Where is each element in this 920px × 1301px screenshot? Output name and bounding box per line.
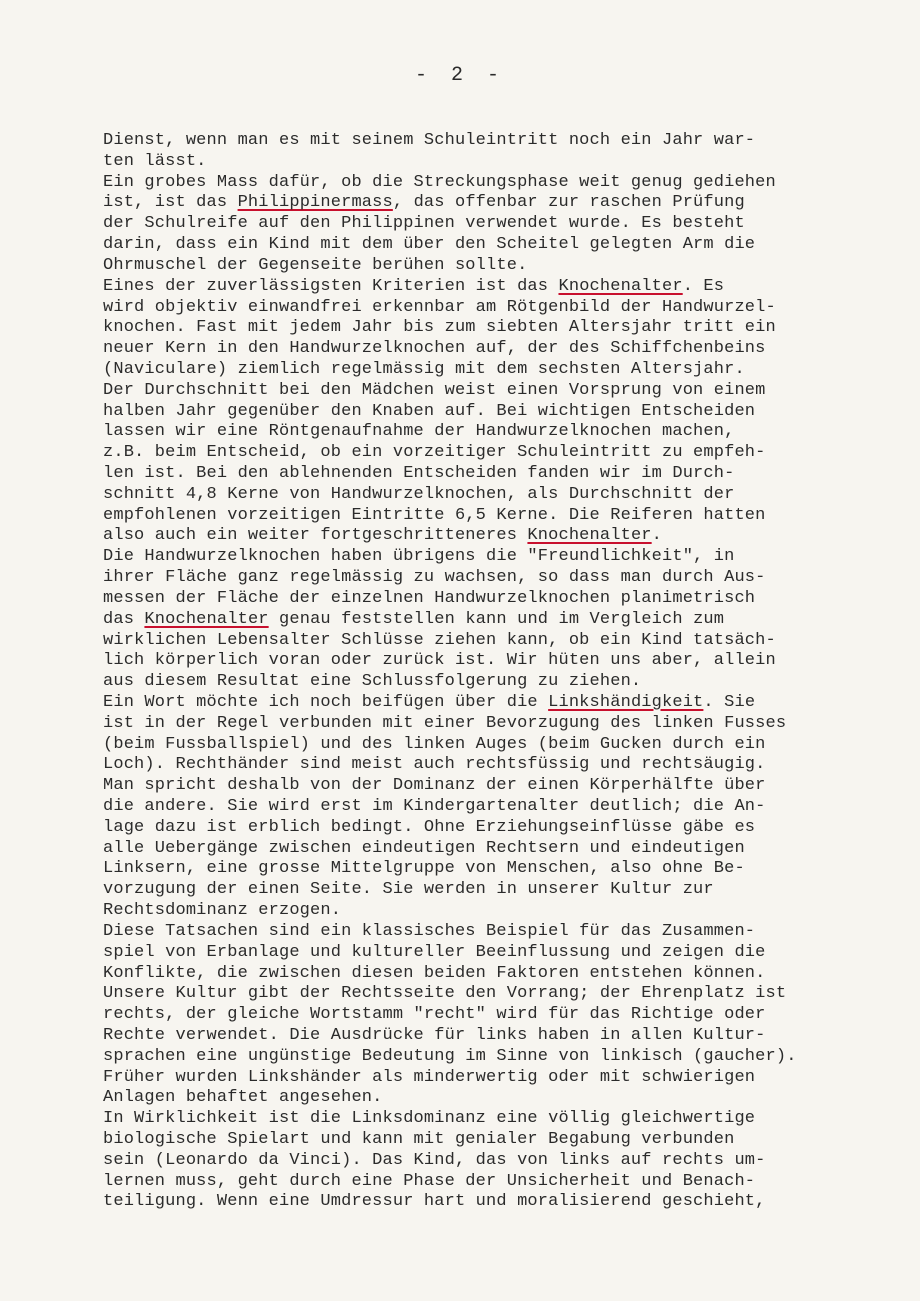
text-line: lage dazu ist erblich bedingt. Ohne Erziehungseinflüsse gäbe es [103, 817, 756, 837]
text-line: ihrer Fläche ganz regelmässig zu wachsen, so dass man durch Aus- [103, 568, 766, 588]
text-line: also auch ein weiter fortgeschritteneres Knochenalter. [103, 526, 663, 546]
text-line: darin, dass ein Kind mit dem über den Scheitel gelegten Arm die [103, 235, 756, 255]
text-line: Die Handwurzelknochen haben übrigens die "Freundlichkeit", in [103, 547, 735, 567]
text-line: Der Durchschnitt bei den Mädchen weist einen Vorsprung von einem [103, 380, 766, 400]
text-line: vorzugung der einen Seite. Sie werden in unserer Kultur zur [103, 880, 714, 900]
text-line: wird objektiv einwandfrei erkennbar am Rötgenbild der Handwurzel- [103, 297, 776, 317]
text-line: Loch). Rechthänder sind meist auch rechtsfüssig und rechtsäugig. [103, 755, 766, 775]
text-line: Eines der zuverlässigsten Kriterien ist das Knochenalter. Es [103, 276, 725, 296]
text-line: (Naviculare) ziemlich regelmässig mit dem sechsten Altersjahr. [103, 359, 745, 379]
text-line: Dienst, wenn man es mit seinem Schuleintritt noch ein Jahr war- [103, 131, 756, 150]
text-line: schnitt 4,8 Kerne von Handwurzelknochen, als Durchschnitt der [103, 484, 735, 504]
highlighted-term: Knochenalter [558, 276, 683, 296]
text-line: wirklichen Lebensalter Schlüsse ziehen kann, ob ein Kind tatsäch- [103, 630, 776, 650]
text-line: Ein Wort möchte ich noch beifügen über die Linkshändigkeit. Sie [103, 692, 756, 712]
text-line: Konflikte, die zwischen diesen beiden Faktoren entstehen können. [103, 963, 766, 983]
text-line: spiel von Erbanlage und kultureller Beeinflussung und zeigen die [103, 942, 766, 962]
text-line: biologische Spielart und kann mit genialer Begabung verbunden [103, 1130, 735, 1149]
body-text [103, 131, 863, 1213]
text-line: empfohlenen vorzeitigen Eintritte 6,5 Kerne. Die Reiferen hatten [103, 505, 766, 525]
text-line: die andere. Sie wird erst im Kindergartenalter deutlich; die An- [103, 797, 766, 816]
text-line: alle Uebergänge zwischen eindeutigen Rechtsern und eindeutigen [103, 838, 745, 858]
text-line: z.B. beim Entscheid, ob ein vorzeitiger Schuleintritt zu empfeh- [103, 443, 766, 463]
highlighted-term: Knochenalter [144, 609, 269, 629]
text-line: Man spricht deshalb von der Dominanz der einen Körperhälfte über [103, 776, 766, 796]
text-line: len ist. Bei den ablehnenden Entscheiden fanden wir im Durch- [103, 464, 735, 483]
text-line: Ein grobes Mass dafür, ob die Streckungsphase weit genug gediehen [103, 172, 776, 192]
text-line: messen der Fläche der einzelnen Handwurzelknochen planimetrisch [103, 588, 756, 608]
text-line: lich körperlich voran oder zurück ist. Wir hüten uns aber, allein [103, 651, 776, 671]
text-line: Anlagen behaftet angesehen. [103, 1088, 383, 1108]
text-line: Unsere Kultur gibt der Rechtsseite den Vorrang; der Ehrenplatz ist [103, 984, 787, 1004]
text-line: das Knochenalter genau feststellen kann und im Vergleich zum [103, 609, 725, 629]
text-line: lernen muss, geht durch eine Phase der Unsicherheit und Benach- [103, 1171, 756, 1191]
text-line: sein (Leonardo da Vinci). Das Kind, das von links auf rechts um- [103, 1150, 766, 1170]
text-line: Rechte verwendet. Die Ausdrücke für links haben in allen Kultur- [103, 1025, 766, 1045]
text-line: knochen. Fast mit jedem Jahr bis zum siebten Altersjahr tritt ein [103, 318, 776, 338]
text-line: In Wirklichkeit ist die Linksdominanz eine völlig gleichwertige [103, 1109, 756, 1129]
text-line: neuer Kern in den Handwurzelknochen auf, der des Schiffchenbeins [103, 339, 766, 359]
text-line: ten lässt. [103, 151, 207, 171]
highlighted-term: Linkshändigkeit [548, 692, 704, 712]
text-line: Ohrmuschel der Gegenseite berühen sollte. [103, 255, 528, 275]
text-line: (beim Fussballspiel) und des linken Auges (beim Gucken durch ein [103, 734, 766, 754]
text-line: Früher wurden Linkshänder als minderwertig oder mit schwierigen [103, 1067, 756, 1087]
text-line: Diese Tatsachen sind ein klassisches Beispiel für das Zusammen- [103, 921, 756, 941]
text-line: ist in der Regel verbunden mit einer Bevorzugung des linken Fusses [103, 713, 787, 733]
text-line: Linksern, eine grosse Mittelgruppe von Menschen, also ohne Be- [103, 859, 745, 879]
text-line: sprachen eine ungünstige Bedeutung im Sinne von linkisch (gaucher). [103, 1046, 797, 1066]
text-line: Rechtsdominanz erzogen. [103, 901, 342, 921]
text-line: der Schulreife auf den Philippinen verwendet wurde. Es besteht [103, 214, 745, 234]
text-line: halben Jahr gegenüber den Knaben auf. Bei wichtigen Entscheiden [103, 401, 756, 421]
text-line: rechts, der gleiche Wortstamm "recht" wird für das Richtige oder [103, 1005, 766, 1025]
highlighted-term: Knochenalter [527, 526, 652, 546]
text-line: teiligung. Wenn eine Umdressur hart und moralisierend geschieht, [103, 1192, 766, 1212]
page-number: - 2 - [414, 64, 505, 87]
text-line: lassen wir eine Röntgenaufnahme der Handwurzelknochen machen, [103, 422, 735, 442]
text-line: aus diesem Resultat eine Schlussfolgerung zu ziehen. [103, 672, 642, 692]
text-line: ist, ist das Philippinermass, das offenbar zur raschen Prüfung [103, 193, 745, 213]
highlighted-term: Philippinermass [237, 193, 393, 213]
